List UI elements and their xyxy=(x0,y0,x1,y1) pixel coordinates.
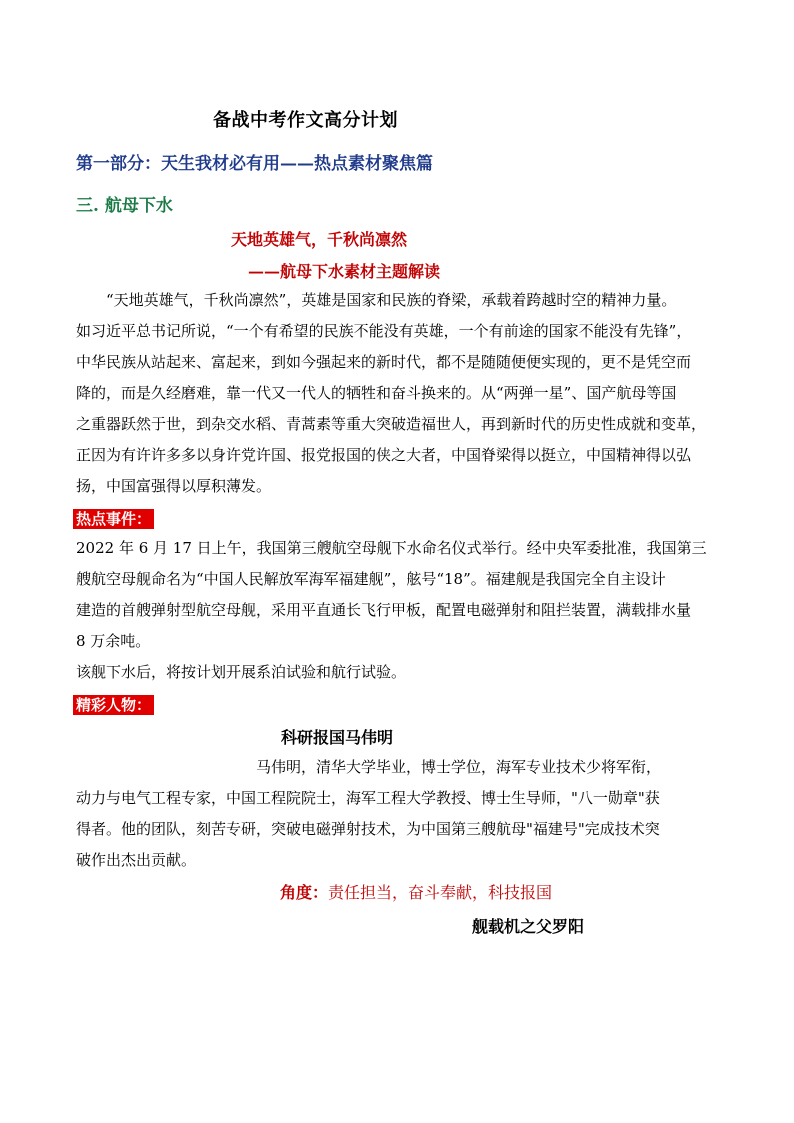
part-heading: 第一部分：天生我材必有用——热点素材聚焦篇 xyxy=(76,154,433,174)
figures-label: 精彩人物： xyxy=(73,695,154,715)
topic-title: 天地英雄气，千秋尚凛然 xyxy=(231,230,408,249)
angle-line xyxy=(280,880,552,903)
intro-line: 之重器跃然于世，到杂交水稻、青蒿素等重大突破造福世人，再到新时代的历史性成就和变革， xyxy=(76,415,707,433)
document-title: 备战中考作文高分计划 xyxy=(213,110,398,131)
figure-line: 得者。他的团队，刻苦专研，突破电磁弹射技术，为中国第三艘航母"福建号"完成技术突 xyxy=(76,820,660,838)
figure-heading: 科研报国马伟明 xyxy=(281,728,394,747)
intro-line: 扬，中国富强得以厚积薄发。 xyxy=(76,477,272,495)
figure-heading-2: 舰载机之父罗阳 xyxy=(472,917,585,936)
intro-paragraph xyxy=(76,285,740,502)
angle-label: 角度： xyxy=(280,883,329,902)
hot-event-line: 该舰下水后，将按计划开展系泊试验和航行试验。 xyxy=(76,663,407,681)
figure-line: 动力与电气工程专家，中国工程院院士，海军工程大学教授、博士生导师，"八一勋章"获 xyxy=(76,789,660,807)
hot-event-line: 8 万余吨。 xyxy=(76,632,151,650)
intro-line: 如习近平总书记所说，“一个有希望的民族不能没有英雄，一个有前途的国家不能没有先锋”， xyxy=(76,322,692,340)
figure-paragraph xyxy=(76,752,740,876)
hot-event-line: 建造的首艘弹射型航空母舰，采用平直通长飞行甲板，配置电磁弹射和阻拦装置，满载排水量 xyxy=(76,601,692,619)
hot-event-line: 2022 年 6 月 17 日上午，我国第三艘航空母舰下水命名仪式举行。经中央军委批准，我国第三 xyxy=(76,539,707,557)
figure-line: 破作出杰出贡献。 xyxy=(76,851,197,869)
hot-event-label: 热点事件： xyxy=(73,509,154,529)
intro-line: 正因为有许许多多以身许党许国、报党报国的侠之大者，中国脊梁得以挺立，中国精神得以弘 xyxy=(76,446,692,464)
section-heading: 三. 航母下水 xyxy=(76,196,173,216)
intro-line: 降的，而是久经磨难，靠一代又一代人的牺牲和奋斗换来的。从“两弹一星”、国产航母等国 xyxy=(76,384,677,402)
figure-line: 马伟明，清华大学毕业，博士学位，海军专业技术少将军衔， xyxy=(76,758,662,776)
hot-event-paragraph xyxy=(76,533,740,688)
topic-subtitle: ——航母下水素材主题解读 xyxy=(248,262,441,281)
intro-line: “天地英雄气，千秋尚凛然”，英雄是国家和民族的脊梁，承载着跨越时空的精神力量。 xyxy=(76,291,677,309)
hot-event-line: 艘航空母舰命名为“中国人民解放军海军福建舰”，舷号“18”。福建舰是我国完全自主设计 xyxy=(76,570,666,588)
intro-line: 中华民族从站起来、富起来，到如今强起来的新时代，都不是随随便便实现的，更不是凭空而 xyxy=(76,353,692,371)
angle-text: 责任担当，奋斗奉献，科技报国 xyxy=(328,883,553,902)
